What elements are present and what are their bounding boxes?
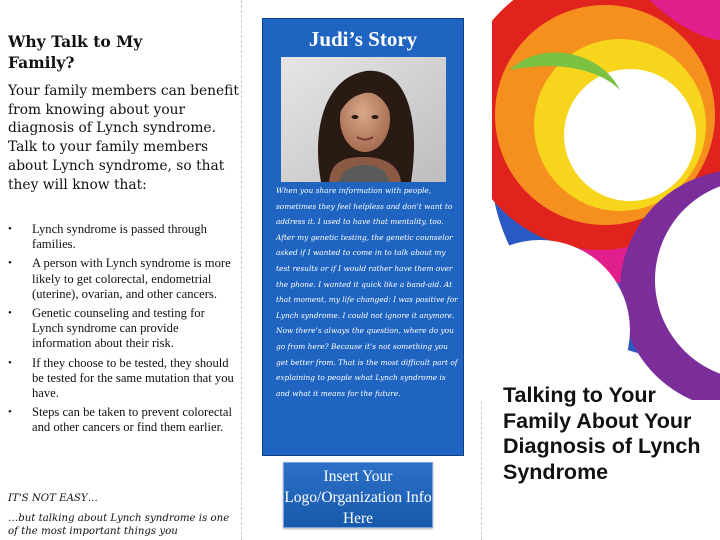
- portrait-photo: [281, 57, 446, 182]
- story-title: Judi’s Story: [308, 27, 418, 51]
- bullet-item: [8, 356, 238, 402]
- story-text: When you share information with people, sometimes they feel helpless and don’t want to address it. I used to have that mentality, too. After my genetic testing, the genetic counselor asked if I wanted to come in to talk about my test results or if I would rather have them over the phone. I wanted it quick like a band-aid. At that moment, my life changed: I was positive for Lynch syndrome. I could not ignore it anymore. Now there’s always the question, where do you go from here? Because it’s not something you get better from. That is the most difficult part of explaining to people what Lynch syndrome is and what it means for the future.: [276, 186, 458, 398]
- intro-paragraph: Your family members can benefit from knowing about your diagnosis of Lynch syndrome. Talk to your family members about Lynch syndrome, so that they will know that:: [8, 83, 239, 193]
- cover-title: Talking to Your Family About Your Diagnosis of Lynch Syndrome: [503, 383, 701, 484]
- left-panel: [0, 0, 240, 540]
- story-panel: [262, 18, 464, 456]
- bullet-text: Genetic counseling and testing for Lynch syndrome can provide information about their risk.: [32, 306, 205, 351]
- bullet-text: A person with Lynch syndrome is more likely to get colorectal, endometrial (uterine), ovarian, and other cancers.: [32, 256, 231, 301]
- logo-placeholder-text: Insert Your Logo/Organization Info Here: [284, 468, 432, 527]
- logo-placeholder-box: [283, 462, 433, 528]
- bullet-item: [8, 405, 238, 435]
- bullet-item: [8, 256, 238, 302]
- bullet-text: Lynch syndrome is passed through families.: [32, 222, 207, 252]
- bullet-marker: •: [8, 406, 12, 419]
- bullet-marker: •: [8, 257, 12, 270]
- cover-art-graphic: [480, 0, 720, 400]
- not-easy-text: …but talking about Lynch syndrome is one of the most important things you: [8, 513, 230, 537]
- bullet-list: [8, 222, 238, 440]
- bullet-item: [8, 306, 238, 352]
- section-heading: Why Talk to My Family?: [8, 32, 143, 72]
- bullet-marker: •: [8, 356, 12, 369]
- bullet-marker: •: [8, 223, 12, 235]
- fold-line-left: [241, 0, 242, 540]
- bullet-marker: •: [8, 307, 12, 320]
- bullet-item: [8, 222, 238, 252]
- not-easy-heading: IT'S NOT EASY…: [8, 493, 98, 504]
- bullet-text: Steps can be taken to prevent colorectal and other cancers or find them earlier.: [32, 405, 233, 435]
- bullet-text: If they choose to be tested, they should be tested for the same mutation that you have.: [32, 355, 234, 401]
